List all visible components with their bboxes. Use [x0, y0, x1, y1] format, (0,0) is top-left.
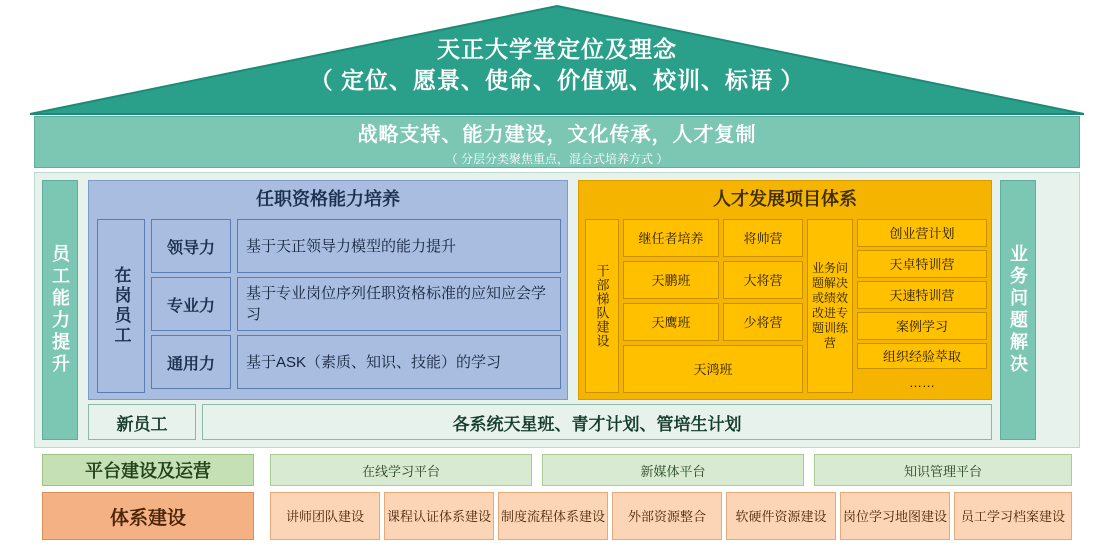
roof-title-line1: 天正大学堂定位及理念	[437, 36, 677, 62]
talent-cadre-column: 干部梯队建设	[585, 219, 619, 393]
pillar-left-label: 员工能力提升	[50, 244, 70, 376]
talent-cell: 将帅营	[723, 219, 803, 257]
system-cell: 课程认证体系建设	[384, 492, 494, 540]
talent-cell-ellipsis: ……	[857, 371, 987, 393]
capability-block	[88, 180, 568, 400]
talent-cell: 天速特训营	[857, 281, 987, 309]
talent-cell: 组织经验萃取	[857, 343, 987, 369]
strategy-band-sub: （ 分层分类聚焦重点，混合式培养方式 ）	[445, 151, 669, 166]
system-cell: 岗位学习地图建设	[840, 492, 950, 540]
platform-row	[42, 454, 1072, 486]
capability-title: 任职资格能力培养	[256, 189, 400, 209]
talent-title: 人才发展项目体系	[713, 189, 857, 209]
system-cell: 讲师团队建设	[270, 492, 380, 540]
capability-value: 基于天正领导力模型的能力提升	[237, 219, 561, 273]
talent-problem-training-column: 业务问题解决或绩效改进专题训练营	[807, 219, 853, 393]
capability-row	[151, 219, 561, 273]
talent-cell: 天卓特训营	[857, 250, 987, 278]
pillar-employee-capability	[42, 180, 78, 440]
talent-cell: 天鹏班	[623, 261, 719, 299]
platform-cell: 新媒体平台	[542, 454, 804, 486]
talent-cell: 天鹰班	[623, 303, 719, 341]
talent-cell-wide: 天鸿班	[623, 345, 803, 393]
talent-cell: 继任者培养	[623, 219, 719, 257]
new-employee-programs: 各系统天星班、青才计划、管培生计划	[202, 404, 992, 440]
system-cell: 制度流程体系建设	[498, 492, 608, 540]
capability-key: 领导力	[151, 219, 231, 273]
platform-head: 平台建设及运营	[42, 454, 254, 486]
platform-cell: 知识管理平台	[814, 454, 1072, 486]
system-cell: 员工学习档案建设	[954, 492, 1072, 540]
capability-row	[151, 335, 561, 389]
capability-key: 专业力	[151, 277, 231, 331]
on-job-employee-label: 在岗员工	[97, 219, 145, 393]
pillar-business-problem	[1000, 180, 1036, 440]
talent-cell: 创业营计划	[857, 219, 987, 247]
system-head: 体系建设	[42, 492, 254, 540]
system-cell: 外部资源整合	[612, 492, 722, 540]
new-employee-label: 新员工	[88, 404, 196, 440]
roof-title-line2: （ 定位、愿景、使命、价值观、校训、标语 ）	[309, 67, 805, 93]
capability-value: 基于ASK（素质、知识、技能）的学习	[237, 335, 561, 389]
capability-key: 通用力	[151, 335, 231, 389]
system-cell: 软硬件资源建设	[726, 492, 836, 540]
talent-cell: 案例学习	[857, 312, 987, 340]
roof-title	[28, 34, 1086, 96]
new-employee-row	[88, 404, 992, 440]
talent-block	[578, 180, 992, 400]
talent-cell: 少将营	[723, 303, 803, 341]
platform-cell: 在线学习平台	[270, 454, 532, 486]
capability-row	[151, 277, 561, 331]
strategy-band-main: 战略支持、能力建设，文化传承，人才复制	[357, 123, 757, 146]
roof-section	[28, 4, 1086, 114]
strategy-band	[34, 116, 1080, 168]
system-row	[42, 492, 1072, 540]
talent-cell: 大将营	[723, 261, 803, 299]
pillar-right-label: 业务问题解决	[1008, 244, 1028, 376]
capability-value: 基于专业岗位序列任职资格标准的应知应会学习	[237, 277, 561, 331]
